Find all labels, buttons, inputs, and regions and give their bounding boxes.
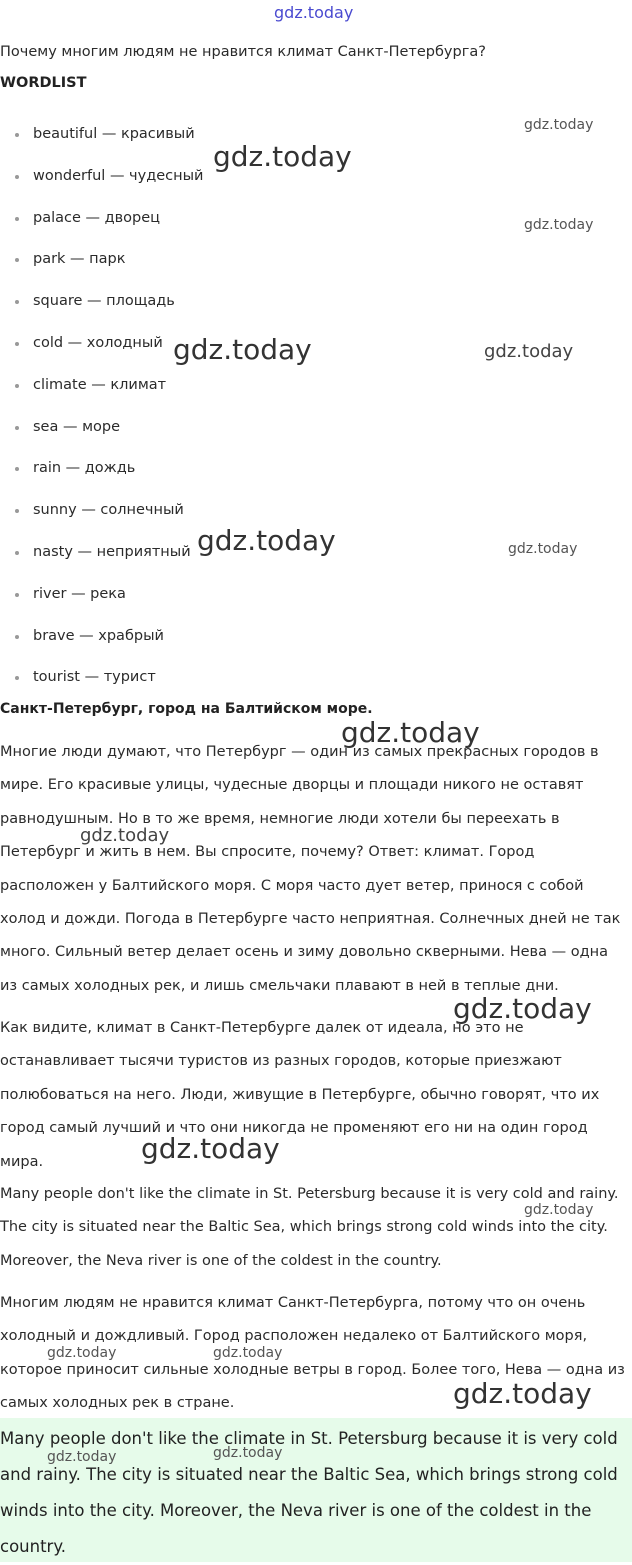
watermark: gdz.today <box>524 217 594 233</box>
bullet-icon <box>15 342 19 346</box>
wordlist-entry: wonderful — чудесный <box>33 167 204 184</box>
list-item <box>0 114 203 156</box>
watermark: gdz.today <box>80 825 170 846</box>
bullet-icon <box>15 551 19 555</box>
watermark: gdz.today <box>453 992 592 1025</box>
bullet-icon <box>15 467 19 471</box>
wordlist <box>0 114 203 699</box>
paragraph-ru-3: Многим людям не нравится климат Санкт-Петербурга, потому что он очень холодный и дождливый. Город расположен недалеко от Балтийского моря, которое приносит сильные холодные ветры в город. Более того, Нева — одна из самых холодных рек в стране. <box>0 1295 625 1412</box>
list-item <box>0 657 203 699</box>
question-heading: Почему многим людям не нравится климат Санкт-Петербурга? <box>0 44 486 60</box>
watermark: gdz.today <box>524 1202 594 1218</box>
list-item <box>0 198 203 240</box>
bullet-icon <box>15 593 19 597</box>
paragraph-ru-1: Многие люди думают, что Петербург — один из самых прекрасных городов в мире. Его красивые улицы, чудесные дворцы и площади никого не оставят равнодушным. Но в то же время, немногие люди хотели бы переехать в Петербург и жить в нем. Вы спросите, почему? Ответ: климат. Город расположен у Балтийского моря. С моря часто дует ветер, принося с собой холод и дожди. Погода в Петербурге часто неприятная. Солнечных дней не так много. Сильный ветер делает осень и зиму довольно скверными. Нева — одна из самых холодных рек, и лишь смельчаки плавают в ней в теплые дни. <box>0 744 621 994</box>
list-item <box>0 281 203 323</box>
watermark: gdz.today <box>453 1377 592 1410</box>
wordlist-entry: brave — храбрый <box>33 627 164 644</box>
text-title: Санкт-Петербург, город на Балтийском море. <box>0 701 373 717</box>
list-item <box>0 156 203 198</box>
bullet-icon <box>15 217 19 221</box>
wordlist-entry: tourist — турист <box>33 669 156 686</box>
bullet-icon <box>15 676 19 680</box>
wordlist-entry: square — площадь <box>33 293 175 310</box>
list-item <box>0 490 203 532</box>
wordlist-entry: palace — дворец <box>33 209 161 226</box>
wordlist-entry: sunny — солнечный <box>33 502 184 519</box>
watermark: gdz.today <box>197 524 336 557</box>
paragraph-ru-2: Как видите, климат в Санкт-Петербурге далек от идеала, но это не останавливает тысячи туристов из разных городов, которые приезжают полюбоваться на него. Люди, живущие в Петербурге, обычно говорят, что их город самый лучший и что они никогда не променяют его ни на один город мира. <box>0 1020 600 1170</box>
bullet-icon <box>15 635 19 639</box>
wordlist-entry: cold — холодный <box>33 334 163 351</box>
watermark: gdz.today <box>213 140 352 173</box>
wordlist-entry: sea — море <box>33 418 121 435</box>
list-item <box>0 574 203 616</box>
paragraph-en-1: Many people don't like the climate in St. Petersburg because it is very cold and rainy. The city is situated near the Baltic Sea, which brings strong cold winds into the city. Moreover, the Neva river is one of the coldest in the country. <box>0 1186 619 1269</box>
wordlist-heading: WORDLIST <box>0 75 87 91</box>
list-item <box>0 616 203 658</box>
bullet-icon <box>15 384 19 388</box>
answer-text: Many people don't like the climate in St. Petersburg because it is very cold and rainy. The city is situated near the Baltic Sea, which brings strong cold winds into the city. Moreover, the Neva river is one of the coldest in the country. <box>0 1429 618 1556</box>
wordlist-entry: park — парк <box>33 251 126 268</box>
wordlist-entry: rain — дождь <box>33 460 136 477</box>
bullet-icon <box>15 133 19 137</box>
bullet-icon <box>15 258 19 262</box>
bullet-icon <box>15 426 19 430</box>
wordlist-entry: beautiful — красивый <box>33 126 195 142</box>
bullet-icon <box>15 175 19 179</box>
watermark: gdz.today <box>484 341 574 362</box>
watermark: gdz.today <box>341 716 480 749</box>
list-item <box>0 532 203 574</box>
answer-box <box>0 1418 632 1562</box>
wordlist-entry: river — река <box>33 585 126 602</box>
watermark: gdz.today <box>213 1345 283 1361</box>
wordlist-entry: climate — климат <box>33 376 167 393</box>
watermark: gdz.today <box>213 1445 283 1461</box>
watermark: gdz.today <box>141 1132 280 1165</box>
watermark: gdz.today <box>173 333 312 366</box>
watermark-top: gdz.today <box>274 3 354 22</box>
watermark: gdz.today <box>508 541 578 557</box>
list-item <box>0 239 203 281</box>
bullet-icon <box>15 509 19 513</box>
watermark: gdz.today <box>47 1345 117 1361</box>
list-item <box>0 365 203 407</box>
list-item <box>0 407 203 449</box>
list-item <box>0 448 203 490</box>
watermark: gdz.today <box>524 117 594 133</box>
wordlist-entry: nasty — неприятный <box>33 543 191 560</box>
list-item <box>0 323 203 365</box>
bullet-icon <box>15 300 19 304</box>
watermark: gdz.today <box>47 1449 117 1465</box>
